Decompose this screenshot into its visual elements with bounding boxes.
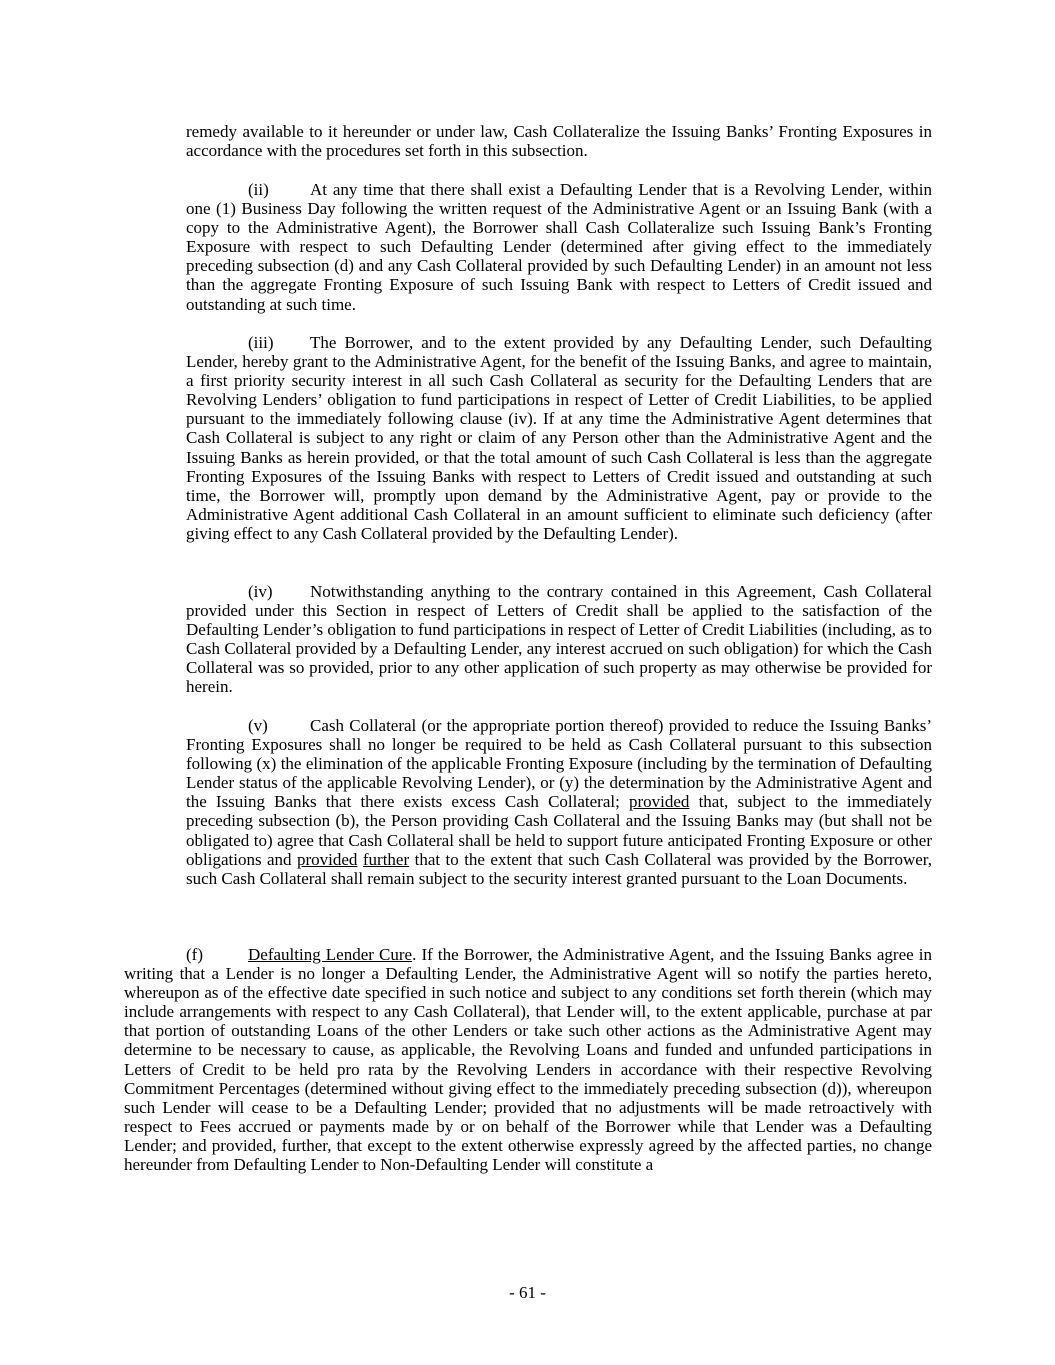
continuation-paragraph <box>186 122 932 160</box>
further-term: further <box>362 849 410 869</box>
paragraph-iv <box>186 582 932 697</box>
paragraph-iii <box>186 333 932 543</box>
paragraph-ii-text: At any time that there shall exist a Defaulting Lender that is a Revolving Lender, within one (1) Business Day following the written request of the Administrative Agent or an Issuing Bank (with a copy to the Administrative Agent), the Borrower shall Cash Collateralize such Issuing Bank’s Fronting Exposure with respect to such Defaulting Lender (determined after giving effect to the immediately preceding subsection (d) and any Cash Collateral provided by such Defaulting Lender) in an amount not less than the aggregate Fronting Exposure of such Issuing Bank with respect to Letters of Credit issued and outstanding at such time. <box>186 180 932 314</box>
paragraph-f-heading: Defaulting Lender Cure <box>248 945 413 964</box>
paragraph-f-label: (f) <box>186 945 203 964</box>
paragraph-v-text-2: that, subject to the immediately preceding subsection (b), the Person providing Cash Collateral and the Issuing Banks may (but shall not be obligated to) agree that Cash Collateral shall be held to support future anticipated Fronting Exposure or other obligations and <box>186 792 932 869</box>
provided-term-2: provided <box>297 849 358 869</box>
paragraph-iv-label: (iv) <box>248 582 273 601</box>
paragraph-f-text: . If the Borrower, the Administrative Agent, and the Issuing Banks agree in writing that a Lender is no longer a Defaulting Lender, the Administrative Agent will so notify the parties hereto, whereupon as of the effective date specified in such notice and subject to any conditions set forth therein (which may include arrangements with respect to any Cash Collateral), that Lender will, to the extent applicable, purchase at par that portion of outstanding Loans of the other Lenders or take such other actions as the Administrative Agent may determine to be necessary to cause, as applicable, the Revolving Loans and funded and unfunded participations in Letters of Credit to be held pro rata by the Revolving Lenders in accordance with their respective Revolving Commitment Percentages (determined without giving effect to the immediately preceding subsection (d)), whereupon such Lender will cease to be a Defaulting Lender; provided that no adjustments will be made retroactively with respect to Fees accrued or payments made by or on behalf of the Borrower while that Lender was a Defaulting Lender; and provided, further, that except to the extent otherwise expressly agreed by the affected parties, no change hereunder from Defaulting Lender to Non-Defaulting Lender will constitute a <box>124 945 932 1175</box>
paragraph-f <box>124 945 932 1174</box>
provided-term-1: provided <box>628 792 690 812</box>
continuation-text: remedy available to it hereunder or under law, Cash Collateralize the Issuing Banks’ Fronting Exposures in accordance with the procedures set forth in this subsection. <box>186 122 932 161</box>
page-number: - 61 - <box>509 1283 546 1302</box>
paragraph-iii-text: The Borrower, and to the extent provided by any Defaulting Lender, such Defaulting Lender, hereby grant to the Administrative Agent, for the benefit of the Issuing Banks, and agree to maintain, a first priority security interest in all such Cash Collateral as security for the Defaulting Lenders that are Revolving Lenders’ obligation to fund participations in respect of Letter of Credit Liabilities, to be applied pursuant to the immediately following clause (iv). If at any time the Administrative Agent determines that Cash Collateral is subject to any right or claim of any Person other than the Administrative Agent and the Issuing Banks as herein provided, or that the total amount of such Cash Collateral is less than the aggregate Fronting Exposures of the Issuing Banks with respect to Letters of Credit issued and outstanding at such time, the Borrower will, promptly upon demand by the Administrative Agent, pay or provide to the Administrative Agent additional Cash Collateral in an amount sufficient to eliminate such deficiency (after giving effect to any Cash Collateral provided by the Defaulting Lender). <box>186 333 932 543</box>
paragraph-v-text-1: Cash Collateral (or the appropriate portion thereof) provided to reduce the Issuing Banks’ Fronting Exposures shall no longer be required to be held as Cash Collateral pursuant to this subsection following (x) the elimination of the applicable Fronting Exposure (including by the termination of Defaulting Lender status of the applicable Revolving Lender), or (y) the determination by the Administrative Agent and the Issuing Banks that there exists excess Cash Collateral; <box>186 716 932 812</box>
paragraph-v-text-3: that to the extent that such Cash Collateral was provided by the Borrower, such Cash Collateral shall remain subject to the security interest granted pursuant to the Loan Documents. <box>186 849 932 888</box>
paragraph-iv-text: Notwithstanding anything to the contrary contained in this Agreement, Cash Collateral provided under this Section in respect of Letters of Credit shall be applied to the satisfaction of the Defaulting Lender’s obligation to fund participations in respect of Letter of Credit Liabilities (including, as to Cash Collateral provided by a Defaulting Lender, any interest accrued on such obligation) for which the Cash Collateral was so provided, prior to any other application of such property as may otherwise be provided for herein. <box>186 582 932 697</box>
paragraph-iii-label: (iii) <box>248 333 274 352</box>
paragraph-ii-label: (ii) <box>248 180 269 199</box>
paragraph-v <box>186 716 932 888</box>
paragraph-v-label: (v) <box>248 716 268 735</box>
paragraph-ii <box>186 180 932 314</box>
